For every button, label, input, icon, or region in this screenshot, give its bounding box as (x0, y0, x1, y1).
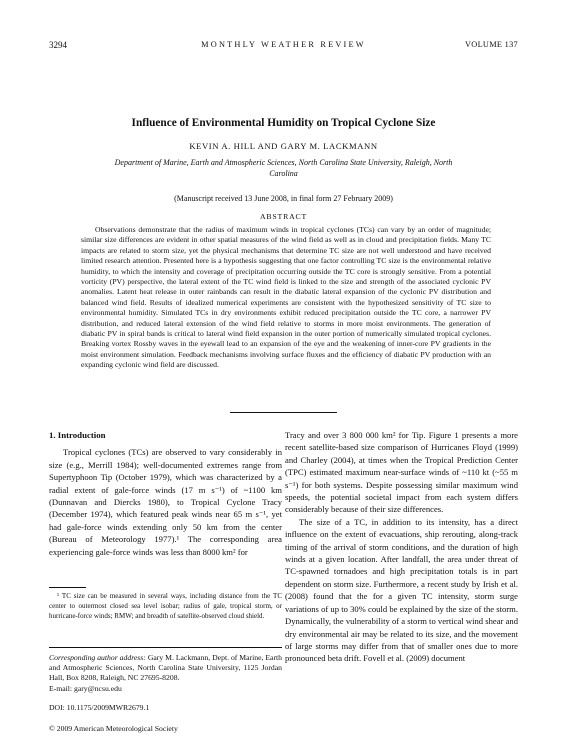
footnote-rule (49, 587, 86, 588)
journal-name: MONTHLY WEATHER REVIEW (201, 40, 366, 49)
intro-paragraph-1: Tropical cyclones (TCs) are observed to vary considerably in size (e.g., Merrill 1984); well-documented extremes range from Supertyphoon Tip (October 1979), which was characterized by a radial extent of gale-force winds (17 m s⁻¹) of ~1100 km (Dunnavan and Diercks 1980), to Tropical Cyclone Tracy (December 1974), which featured peak winds near 65 m s⁻¹, yet had gale-force winds extending only 50 km from the center (Bureau of Meteorology 1977).¹ The corresponding area experiencing gale-force winds was less than 8000 km² for (49, 447, 282, 557)
doi: DOI: 10.1175/2009MWR2679.1 (49, 703, 150, 712)
manuscript-received: (Manuscript received 13 June 2008, in final form 27 February 2009) (174, 194, 393, 203)
correspondence-rule (49, 647, 282, 648)
correspondence-address: Gary M. Lackmann, Dept. of Marine, Earth and Atmospheric Sciences, North Carolina State University, 1125 Jordan Hall, Box 8208, Raleigh, NC 27695-8208. (49, 653, 283, 683)
running-header (49, 40, 518, 54)
left-column (49, 429, 282, 558)
footnote-1: ¹ TC size can be measured in several ways, including distance from the TC center to outermost closed sea level isobar; radius of gale, tropical storm, or hurricane-force winds; RMW; and breadth of satellite-observed cloud shield. (49, 592, 282, 620)
correspondence-block (49, 653, 282, 694)
correspondence-label: Corresponding author address: (49, 653, 146, 662)
article-authors: KEVIN A. HILL AND GARY M. LACKMANN (189, 141, 378, 151)
article-title: Influence of Environmental Humidity on Tropical Cyclone Size (131, 117, 436, 129)
intro-paragraph-2: The size of a TC, in addition to its intensity, has a direct influence on the extent of evacuations, ship rerouting, along-track timing of the arrival of storm conditions, and the duration of high winds at a given location. After landfall, the area under threat of TC-spawned tornadoes and high precipitation totals is in part dependent on storm size. Furthermore, a recent study by Irish et al. (2008) found that the for a given TC intensity, storm surge variations of up to 30% could be explained by the size of the storm. Dynamically, the vulnerability of a storm to vertical wind shear and dry environmental air may be related to its size, and the movement of large storms may differ from that of smaller ones due to more pronounced beta drift. Fovell et al. (2009) document (285, 516, 518, 664)
volume-label: VOLUME 137 (464, 40, 518, 49)
intro-paragraph-1-continued: Tracy and over 3 800 000 km² for Tip. Figure 1 presents a more recent satellite-based size comparison of Hurricanes Floyd (1999) and Charley (2004), at times when the Tropical Prediction Center (TPC) estimated maximum near-surface winds of ~110 kt (~55 m s⁻¹) for both systems. Despite possessing similar maximum wind speeds, the potential societal impact from each system differs considerably because of their size differences. (285, 430, 518, 515)
correspondence-email: E-mail: gary@ncsu.edu (49, 683, 122, 693)
section-divider (230, 412, 337, 413)
abstract-text: Observations demonstrate that the radius of maximum winds in tropical cyclones (TCs) can vary by an order of magnitude; similar size differences are evident in other spatial measures of the wind field as well as in cloud and precipitation fields. Many TC impacts are related to storm size, yet the physical mechanisms that determine TC size are not well understood and have received limited research attention. Presented here is a hypothesis suggesting that one factor controlling TC size is the environmental relative humidity, to which the intensity and coverage of precipitation occurring outside the TC core is strongly sensitive. From a potential vorticity (PV) perspective, the lateral extent of the TC wind field is linked to the size and strength of the associated cyclonic PV anomalies. Latent heat release in outer rainbands can result in the diabatic lateral expansion of the cyclonic PV distribution and balanced wind field. Results of idealized numerical experiments are consistent with the hypothesized sensitivity of TC size to environmental humidity. Simulated TCs in dry environments exhibit reduced precipitation outside the TC core, a narrower PV distribution, and reduced lateral extension of the wind field relative to storms in more moist environments. The generation of diabatic PV in spiral bands is critical to lateral wind field expansion in the outer portion of numerically simulated tropical cyclones. Breaking vortex Rossby waves in the eyewall lead to an expansion of the eye and the weakening of inner-core PV gradients in the moist environment simulation. Feedback mechanisms involving surface fluxes and the efficiency of diabatic PV production with an expanding cyclonic wind field are discussed. (81, 225, 491, 370)
right-column (285, 429, 518, 665)
page-number: 3294 (49, 40, 67, 50)
author-affiliation: Department of Marine, Earth and Atmospheric Sciences, North Carolina State University, Raleigh, North Carolina (114, 158, 453, 178)
abstract-heading: ABSTRACT (259, 212, 308, 221)
copyright: © 2009 American Meteorological Society (49, 724, 178, 733)
section-heading: 1. Introduction (49, 430, 106, 440)
